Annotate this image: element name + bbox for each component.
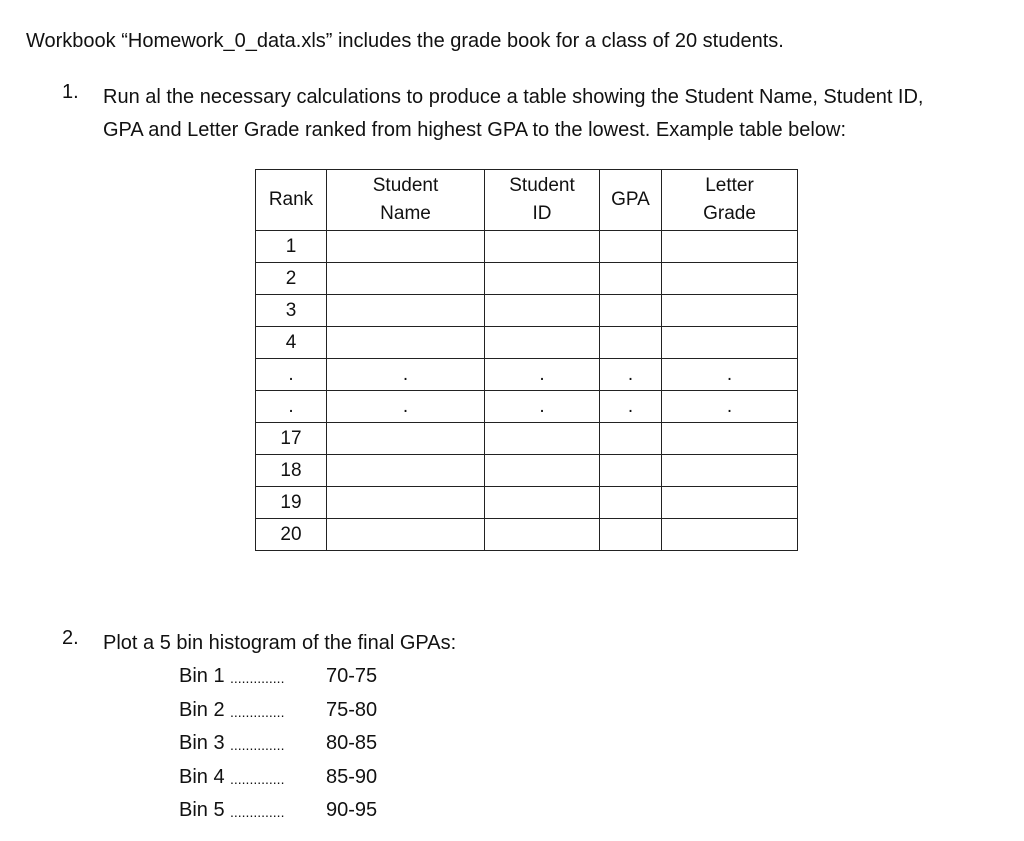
table-row xyxy=(256,359,798,391)
cell-gpa xyxy=(600,455,662,487)
cell-rank: 3 xyxy=(256,295,327,327)
bin-label: Bin 2 xyxy=(179,698,225,721)
header-rank-label: Rank xyxy=(268,189,314,210)
cell-id xyxy=(485,231,600,263)
cell-name xyxy=(327,263,485,295)
bin-range: 85-90 xyxy=(326,765,378,788)
intro-paragraph: Workbook “Homework_0_data.xls” includes the grade book for a class of 20 students. xyxy=(26,30,784,52)
bin-label: Bin 3 xyxy=(179,732,225,754)
cell-gpa xyxy=(600,519,662,551)
cell-gpa xyxy=(600,327,662,359)
cell-grade xyxy=(662,455,798,487)
bin-dots: .............. xyxy=(230,770,285,787)
table-row xyxy=(256,487,798,519)
bin-dots: .............. xyxy=(230,670,285,686)
bin-label: Bin 1 xyxy=(179,665,225,687)
bin-dots: .............. xyxy=(230,804,285,820)
cell-rank: . xyxy=(256,391,327,423)
cell-rank: 2 xyxy=(256,263,327,295)
cell-rank: 1 xyxy=(256,231,327,263)
header-id-line-2: ID xyxy=(532,203,552,224)
bin-row xyxy=(179,794,439,828)
cell-grade: . xyxy=(662,359,798,391)
header-gpa-label: GPA xyxy=(611,189,650,210)
cell-gpa xyxy=(600,263,662,295)
header-grade-line-1: Letter xyxy=(705,175,754,196)
bin-range: 75-80 xyxy=(326,698,378,721)
cell-id xyxy=(485,263,600,295)
header-name-line-1: Student xyxy=(372,175,439,196)
header-student-id xyxy=(485,170,600,231)
cell-gpa: . xyxy=(600,359,662,391)
bin-row xyxy=(179,727,439,761)
cell-name xyxy=(327,519,485,551)
cell-rank: 17 xyxy=(256,423,327,455)
cell-name xyxy=(327,327,485,359)
cell-id xyxy=(485,423,600,455)
bin-row xyxy=(179,694,439,728)
header-student-name xyxy=(327,170,485,231)
bin-range: 90-95 xyxy=(326,799,378,821)
cell-rank: . xyxy=(256,359,327,391)
cell-grade xyxy=(662,263,798,295)
cell-gpa: . xyxy=(600,391,662,423)
cell-grade: . xyxy=(662,391,798,423)
cell-id xyxy=(485,455,600,487)
bin-list xyxy=(179,660,439,828)
cell-rank: 4 xyxy=(256,327,327,359)
cell-name: . xyxy=(327,391,485,423)
cell-grade xyxy=(662,487,798,519)
table-row xyxy=(256,391,798,423)
cell-gpa xyxy=(600,423,662,455)
question-1-text xyxy=(103,81,924,147)
cell-name xyxy=(327,455,485,487)
cell-id xyxy=(485,519,600,551)
cell-rank: 18 xyxy=(256,455,327,487)
cell-name: . xyxy=(327,359,485,391)
cell-name xyxy=(327,231,485,263)
table-row xyxy=(256,263,798,295)
cell-gpa xyxy=(600,231,662,263)
header-gpa xyxy=(600,170,662,231)
cell-grade xyxy=(662,423,798,455)
bin-row xyxy=(179,761,439,795)
header-grade-line-2: Grade xyxy=(703,203,756,224)
header-letter-grade xyxy=(662,170,798,231)
bin-dots: .............. xyxy=(230,703,285,720)
cell-name xyxy=(327,487,485,519)
cell-gpa xyxy=(600,487,662,519)
cell-id xyxy=(485,327,600,359)
question-2-number: 2. xyxy=(62,627,79,649)
question-1-line-1: Run al the necessary calculations to produce a table showing the Student Name, Student ID, xyxy=(103,86,924,108)
bin-range: 70-75 xyxy=(326,665,378,687)
cell-id: . xyxy=(485,359,600,391)
header-id-line-1: Student xyxy=(509,175,575,196)
cell-gpa xyxy=(600,295,662,327)
bin-range: 80-85 xyxy=(326,732,378,754)
bin-row xyxy=(179,660,439,694)
table-row xyxy=(256,455,798,487)
cell-grade xyxy=(662,327,798,359)
table-row xyxy=(256,295,798,327)
table-row xyxy=(256,519,798,551)
cell-grade xyxy=(662,519,798,551)
table-body xyxy=(256,231,798,551)
question-2-text: Plot a 5 bin histogram of the final GPAs: xyxy=(103,632,457,654)
table-row xyxy=(256,327,798,359)
cell-id: . xyxy=(485,391,600,423)
cell-rank: 20 xyxy=(256,519,327,551)
table-row xyxy=(256,231,798,263)
header-rank xyxy=(256,170,327,231)
example-grade-table xyxy=(255,169,798,551)
cell-grade xyxy=(662,295,798,327)
cell-grade xyxy=(662,231,798,263)
cell-name xyxy=(327,423,485,455)
bin-dots: .............. xyxy=(230,737,285,753)
question-1-number: 1. xyxy=(62,81,79,103)
cell-rank: 19 xyxy=(256,487,327,519)
cell-name xyxy=(327,295,485,327)
table-header-row xyxy=(256,170,798,231)
table-row xyxy=(256,423,798,455)
question-1-line-2: GPA and Letter Grade ranked from highest GPA to the lowest. Example table below: xyxy=(103,119,846,141)
bin-label: Bin 4 xyxy=(179,765,225,788)
cell-id xyxy=(485,295,600,327)
cell-id xyxy=(485,487,600,519)
bin-label: Bin 5 xyxy=(179,799,225,821)
header-name-line-2: Name xyxy=(380,203,431,224)
